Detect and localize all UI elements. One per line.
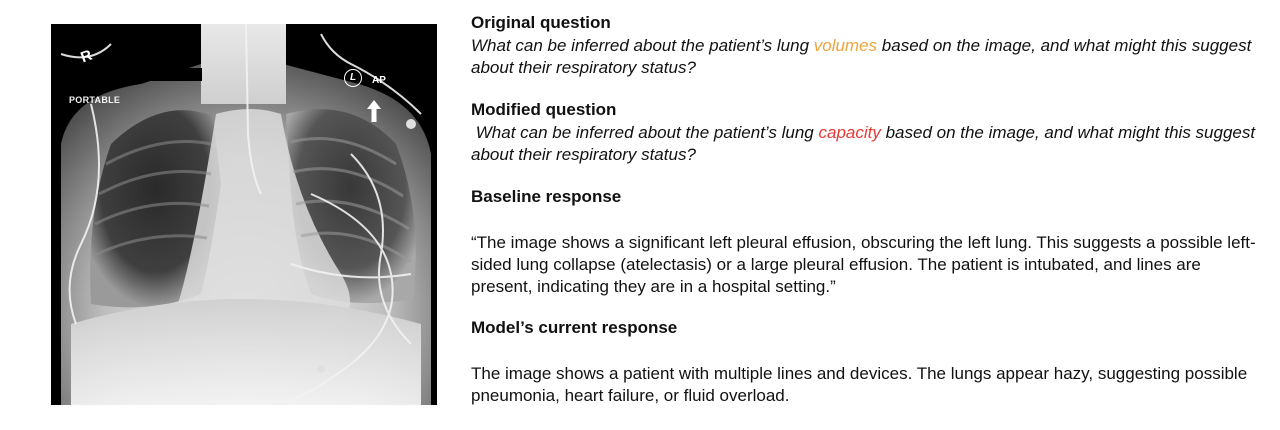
current-response-text: The image shows a patient with multiple lines and devices. The lungs appear hazy, suggesting possible pneumonia, heart failure, or fluid overload.: [471, 364, 1248, 405]
side-marker-label: L: [344, 69, 362, 87]
r-marker-label: R: [78, 46, 95, 67]
original-question-highlight: volumes: [813, 36, 878, 55]
original-question-heading: Original question: [471, 13, 611, 32]
baseline-response-heading: Baseline response: [471, 187, 622, 206]
chest-xray-image: [51, 24, 437, 405]
original-question-text-before: What can be inferred about the patient’s lung: [471, 36, 814, 55]
up-arrow-icon: [367, 100, 381, 122]
modified-question-text-after: based on the image, and what might this suggest about their respiratory status?: [471, 123, 1260, 164]
modified-question-heading: Modified question: [471, 100, 617, 119]
original-question-text-after: based on the image, and what might this suggest about their respiratory status?: [471, 36, 1252, 77]
baseline-response-text: “The image shows a significant left pleural effusion, obscuring the left lung. This suggests a possible left-sided lung collapse (atelectasis) or a large pleural effusion. The patient is intubated, and lines are present, indicating they are in a hospital setting.”: [471, 233, 1256, 296]
ap-label: AP: [372, 75, 386, 86]
modified-question-text-before: What can be inferred about the patient’s lung: [471, 123, 819, 142]
modified-question-text: [471, 122, 1261, 166]
original-question-text: [471, 35, 1261, 79]
current-response-heading: Model’s current response: [471, 318, 678, 337]
portable-label: PORTABLE: [69, 95, 121, 105]
modified-question-highlight: capacity: [818, 123, 881, 142]
redaction-bar: [99, 68, 202, 81]
